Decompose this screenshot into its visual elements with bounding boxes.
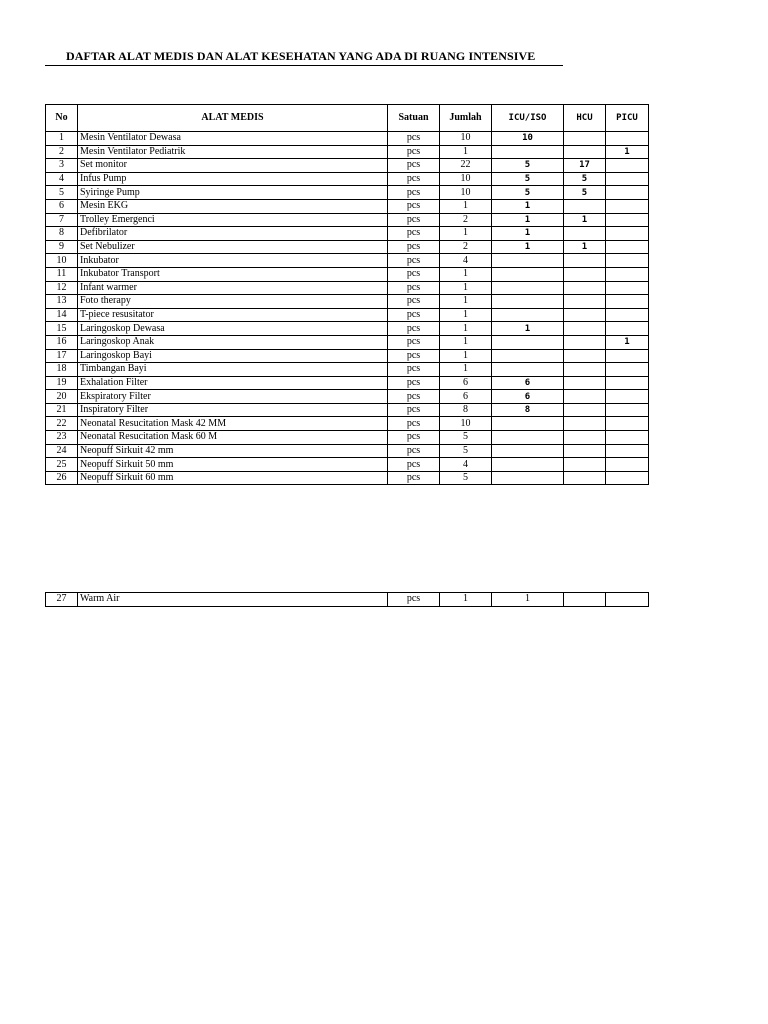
cell-satuan: pcs bbox=[388, 132, 440, 146]
cell-alat-medis: Neopuff Sirkuit 50 mm bbox=[78, 458, 388, 472]
cell-no: 6 bbox=[46, 199, 78, 213]
cell-icu-iso: 5 bbox=[492, 186, 564, 200]
cell-hcu bbox=[564, 471, 606, 485]
cell-picu bbox=[606, 308, 649, 322]
cell-hcu bbox=[564, 254, 606, 268]
cell-picu bbox=[606, 213, 649, 227]
cell-satuan: pcs bbox=[388, 240, 440, 254]
cell-satuan: pcs bbox=[388, 471, 440, 485]
cell-alat-medis: Trolley Emergenci bbox=[78, 213, 388, 227]
table-row bbox=[46, 593, 649, 607]
cell-picu bbox=[606, 199, 649, 213]
table-row bbox=[46, 390, 649, 404]
cell-hcu bbox=[564, 145, 606, 159]
cell-alat-medis: Defibrilator bbox=[78, 227, 388, 241]
cell-satuan: pcs bbox=[388, 227, 440, 241]
cell-picu bbox=[606, 444, 649, 458]
header-no: No bbox=[46, 105, 78, 132]
table-row bbox=[46, 186, 649, 200]
cell-no: 2 bbox=[46, 145, 78, 159]
cell-alat-medis: Exhalation Filter bbox=[78, 376, 388, 390]
cell-jumlah: 2 bbox=[440, 240, 492, 254]
cell-icu-iso bbox=[492, 471, 564, 485]
cell-jumlah: 5 bbox=[440, 444, 492, 458]
cell-alat-medis: Inkubator bbox=[78, 254, 388, 268]
cell-hcu: 5 bbox=[564, 172, 606, 186]
page-title: DAFTAR ALAT MEDIS DAN ALAT KESEHATAN YANG ADA DI RUANG INTENSIVE bbox=[66, 49, 536, 63]
cell-picu bbox=[606, 431, 649, 445]
cell-jumlah: 1 bbox=[440, 363, 492, 377]
cell-no: 26 bbox=[46, 471, 78, 485]
cell-alat-medis: Warm Air bbox=[78, 593, 388, 607]
cell-picu bbox=[606, 363, 649, 377]
cell-jumlah: 1 bbox=[440, 281, 492, 295]
cell-no: 4 bbox=[46, 172, 78, 186]
cell-picu bbox=[606, 349, 649, 363]
table-row bbox=[46, 308, 649, 322]
cell-no: 24 bbox=[46, 444, 78, 458]
cell-alat-medis: Mesin Ventilator Dewasa bbox=[78, 132, 388, 146]
cell-hcu bbox=[564, 199, 606, 213]
cell-icu-iso bbox=[492, 295, 564, 309]
title-underline bbox=[45, 65, 563, 66]
cell-satuan: pcs bbox=[388, 145, 440, 159]
cell-jumlah: 1 bbox=[440, 267, 492, 281]
cell-picu bbox=[606, 458, 649, 472]
cell-satuan: pcs bbox=[388, 254, 440, 268]
cell-no: 10 bbox=[46, 254, 78, 268]
cell-hcu bbox=[564, 349, 606, 363]
cell-no: 9 bbox=[46, 240, 78, 254]
cell-satuan: pcs bbox=[388, 390, 440, 404]
cell-satuan: pcs bbox=[388, 349, 440, 363]
cell-picu bbox=[606, 267, 649, 281]
cell-alat-medis: Inkubator Transport bbox=[78, 267, 388, 281]
header-satuan: Satuan bbox=[388, 105, 440, 132]
cell-alat-medis: Mesin Ventilator Pediatrik bbox=[78, 145, 388, 159]
cell-icu-iso: 1 bbox=[492, 213, 564, 227]
cell-icu-iso bbox=[492, 363, 564, 377]
cell-satuan: pcs bbox=[388, 431, 440, 445]
table-row bbox=[46, 213, 649, 227]
cell-hcu: 1 bbox=[564, 213, 606, 227]
cell-icu-iso: 1 bbox=[492, 593, 564, 607]
table-row bbox=[46, 132, 649, 146]
cell-icu-iso: 5 bbox=[492, 159, 564, 173]
cell-jumlah: 8 bbox=[440, 403, 492, 417]
cell-icu-iso bbox=[492, 417, 564, 431]
cell-icu-iso: 5 bbox=[492, 172, 564, 186]
cell-satuan: pcs bbox=[388, 444, 440, 458]
cell-hcu: 5 bbox=[564, 186, 606, 200]
cell-jumlah: 1 bbox=[440, 308, 492, 322]
cell-picu bbox=[606, 390, 649, 404]
cell-alat-medis: Neonatal Resucitation Mask 60 M bbox=[78, 431, 388, 445]
cell-icu-iso: 6 bbox=[492, 376, 564, 390]
cell-jumlah: 1 bbox=[440, 145, 492, 159]
cell-picu bbox=[606, 240, 649, 254]
table-row bbox=[46, 267, 649, 281]
cell-icu-iso bbox=[492, 458, 564, 472]
cell-no: 15 bbox=[46, 322, 78, 336]
cell-hcu bbox=[564, 403, 606, 417]
cell-alat-medis: Syiringe Pump bbox=[78, 186, 388, 200]
cell-alat-medis: Inspiratory Filter bbox=[78, 403, 388, 417]
cell-satuan: pcs bbox=[388, 335, 440, 349]
cell-no: 27 bbox=[46, 593, 78, 607]
cell-alat-medis: Infant warmer bbox=[78, 281, 388, 295]
table-header-row bbox=[46, 105, 649, 132]
header-jumlah: Jumlah bbox=[440, 105, 492, 132]
cell-icu-iso bbox=[492, 267, 564, 281]
cell-satuan: pcs bbox=[388, 213, 440, 227]
table-row bbox=[46, 403, 649, 417]
table-row bbox=[46, 322, 649, 336]
cell-satuan: pcs bbox=[388, 186, 440, 200]
cell-picu bbox=[606, 132, 649, 146]
cell-icu-iso bbox=[492, 335, 564, 349]
cell-hcu: 1 bbox=[564, 240, 606, 254]
cell-picu bbox=[606, 254, 649, 268]
cell-hcu bbox=[564, 593, 606, 607]
cell-jumlah: 4 bbox=[440, 254, 492, 268]
cell-satuan: pcs bbox=[388, 458, 440, 472]
cell-hcu bbox=[564, 227, 606, 241]
cell-icu-iso: 1 bbox=[492, 227, 564, 241]
cell-icu-iso: 1 bbox=[492, 322, 564, 336]
cell-hcu bbox=[564, 322, 606, 336]
cell-picu bbox=[606, 322, 649, 336]
cell-no: 14 bbox=[46, 308, 78, 322]
cell-picu bbox=[606, 403, 649, 417]
cell-hcu bbox=[564, 267, 606, 281]
cell-alat-medis: Laringoskop Bayi bbox=[78, 349, 388, 363]
cell-alat-medis: Timbangan Bayi bbox=[78, 363, 388, 377]
table-row bbox=[46, 444, 649, 458]
cell-satuan: pcs bbox=[388, 281, 440, 295]
cell-no: 17 bbox=[46, 349, 78, 363]
cell-icu-iso: 8 bbox=[492, 403, 564, 417]
cell-alat-medis: Foto therapy bbox=[78, 295, 388, 309]
cell-alat-medis: Set Nebulizer bbox=[78, 240, 388, 254]
header-picu: PICU bbox=[606, 105, 649, 132]
cell-satuan: pcs bbox=[388, 403, 440, 417]
cell-picu bbox=[606, 593, 649, 607]
cell-icu-iso bbox=[492, 254, 564, 268]
table-row bbox=[46, 172, 649, 186]
cell-satuan: pcs bbox=[388, 376, 440, 390]
cell-hcu bbox=[564, 363, 606, 377]
table-row bbox=[46, 431, 649, 445]
cell-satuan: pcs bbox=[388, 199, 440, 213]
cell-hcu bbox=[564, 295, 606, 309]
cell-no: 22 bbox=[46, 417, 78, 431]
table-row bbox=[46, 335, 649, 349]
table-row bbox=[46, 458, 649, 472]
cell-picu bbox=[606, 376, 649, 390]
cell-picu bbox=[606, 227, 649, 241]
cell-no: 23 bbox=[46, 431, 78, 445]
table-row bbox=[46, 227, 649, 241]
cell-icu-iso bbox=[492, 308, 564, 322]
table-row bbox=[46, 199, 649, 213]
cell-jumlah: 1 bbox=[440, 322, 492, 336]
cell-jumlah: 6 bbox=[440, 376, 492, 390]
cell-alat-medis: Mesin EKG bbox=[78, 199, 388, 213]
cell-jumlah: 1 bbox=[440, 335, 492, 349]
table-row bbox=[46, 349, 649, 363]
cell-no: 8 bbox=[46, 227, 78, 241]
cell-jumlah: 5 bbox=[440, 471, 492, 485]
cell-alat-medis: Laringoskop Dewasa bbox=[78, 322, 388, 336]
cell-jumlah: 1 bbox=[440, 199, 492, 213]
cell-jumlah: 1 bbox=[440, 349, 492, 363]
cell-jumlah: 10 bbox=[440, 172, 492, 186]
table-row bbox=[46, 281, 649, 295]
cell-icu-iso bbox=[492, 431, 564, 445]
cell-hcu bbox=[564, 390, 606, 404]
cell-alat-medis: Ekspiratory Filter bbox=[78, 390, 388, 404]
cell-no: 3 bbox=[46, 159, 78, 173]
cell-jumlah: 4 bbox=[440, 458, 492, 472]
cell-jumlah: 1 bbox=[440, 295, 492, 309]
cell-picu bbox=[606, 471, 649, 485]
table-row bbox=[46, 240, 649, 254]
table-row bbox=[46, 417, 649, 431]
cell-no: 16 bbox=[46, 335, 78, 349]
table-row bbox=[46, 471, 649, 485]
cell-icu-iso: 10 bbox=[492, 132, 564, 146]
cell-picu: 1 bbox=[606, 335, 649, 349]
cell-no: 1 bbox=[46, 132, 78, 146]
equipment-table bbox=[45, 104, 649, 485]
header-hcu: HCU bbox=[564, 105, 606, 132]
cell-jumlah: 10 bbox=[440, 132, 492, 146]
header-icu-iso: ICU/ISO bbox=[492, 105, 564, 132]
cell-no: 25 bbox=[46, 458, 78, 472]
cell-no: 11 bbox=[46, 267, 78, 281]
cell-icu-iso bbox=[492, 281, 564, 295]
cell-alat-medis: Set monitor bbox=[78, 159, 388, 173]
cell-picu bbox=[606, 172, 649, 186]
cell-jumlah: 10 bbox=[440, 186, 492, 200]
cell-hcu bbox=[564, 431, 606, 445]
cell-jumlah: 5 bbox=[440, 431, 492, 445]
table-row bbox=[46, 376, 649, 390]
cell-hcu: 17 bbox=[564, 159, 606, 173]
cell-satuan: pcs bbox=[388, 322, 440, 336]
cell-picu bbox=[606, 417, 649, 431]
cell-satuan: pcs bbox=[388, 172, 440, 186]
table-row bbox=[46, 254, 649, 268]
cell-alat-medis: T-piece resusitator bbox=[78, 308, 388, 322]
cell-alat-medis: Neopuff Sirkuit 42 mm bbox=[78, 444, 388, 458]
cell-hcu bbox=[564, 281, 606, 295]
cell-picu bbox=[606, 186, 649, 200]
cell-picu bbox=[606, 159, 649, 173]
cell-picu bbox=[606, 281, 649, 295]
cell-no: 18 bbox=[46, 363, 78, 377]
equipment-table-extra bbox=[45, 592, 649, 607]
cell-icu-iso: 6 bbox=[492, 390, 564, 404]
cell-satuan: pcs bbox=[388, 295, 440, 309]
cell-no: 7 bbox=[46, 213, 78, 227]
cell-hcu bbox=[564, 376, 606, 390]
cell-jumlah: 10 bbox=[440, 417, 492, 431]
cell-no: 19 bbox=[46, 376, 78, 390]
table-row bbox=[46, 159, 649, 173]
cell-satuan: pcs bbox=[388, 308, 440, 322]
cell-satuan: pcs bbox=[388, 363, 440, 377]
table-row bbox=[46, 363, 649, 377]
cell-hcu bbox=[564, 132, 606, 146]
cell-satuan: pcs bbox=[388, 159, 440, 173]
cell-jumlah: 6 bbox=[440, 390, 492, 404]
cell-jumlah: 1 bbox=[440, 227, 492, 241]
cell-satuan: pcs bbox=[388, 417, 440, 431]
cell-hcu bbox=[564, 417, 606, 431]
cell-no: 12 bbox=[46, 281, 78, 295]
cell-hcu bbox=[564, 335, 606, 349]
cell-icu-iso bbox=[492, 349, 564, 363]
cell-alat-medis: Infus Pump bbox=[78, 172, 388, 186]
header-alat-medis: ALAT MEDIS bbox=[78, 105, 388, 132]
cell-no: 20 bbox=[46, 390, 78, 404]
cell-jumlah: 22 bbox=[440, 159, 492, 173]
cell-no: 13 bbox=[46, 295, 78, 309]
cell-alat-medis: Laringoskop Anak bbox=[78, 335, 388, 349]
table-row bbox=[46, 145, 649, 159]
cell-hcu bbox=[564, 444, 606, 458]
cell-satuan: pcs bbox=[388, 593, 440, 607]
cell-alat-medis: Neopuff Sirkuit 60 mm bbox=[78, 471, 388, 485]
cell-picu bbox=[606, 295, 649, 309]
cell-icu-iso: 1 bbox=[492, 199, 564, 213]
cell-hcu bbox=[564, 458, 606, 472]
cell-icu-iso bbox=[492, 444, 564, 458]
cell-satuan: pcs bbox=[388, 267, 440, 281]
cell-hcu bbox=[564, 308, 606, 322]
cell-jumlah: 2 bbox=[440, 213, 492, 227]
cell-no: 21 bbox=[46, 403, 78, 417]
cell-no: 5 bbox=[46, 186, 78, 200]
table-row bbox=[46, 295, 649, 309]
cell-jumlah: 1 bbox=[440, 593, 492, 607]
cell-picu: 1 bbox=[606, 145, 649, 159]
cell-icu-iso: 1 bbox=[492, 240, 564, 254]
cell-icu-iso bbox=[492, 145, 564, 159]
cell-alat-medis: Neonatal Resucitation Mask 42 MM bbox=[78, 417, 388, 431]
